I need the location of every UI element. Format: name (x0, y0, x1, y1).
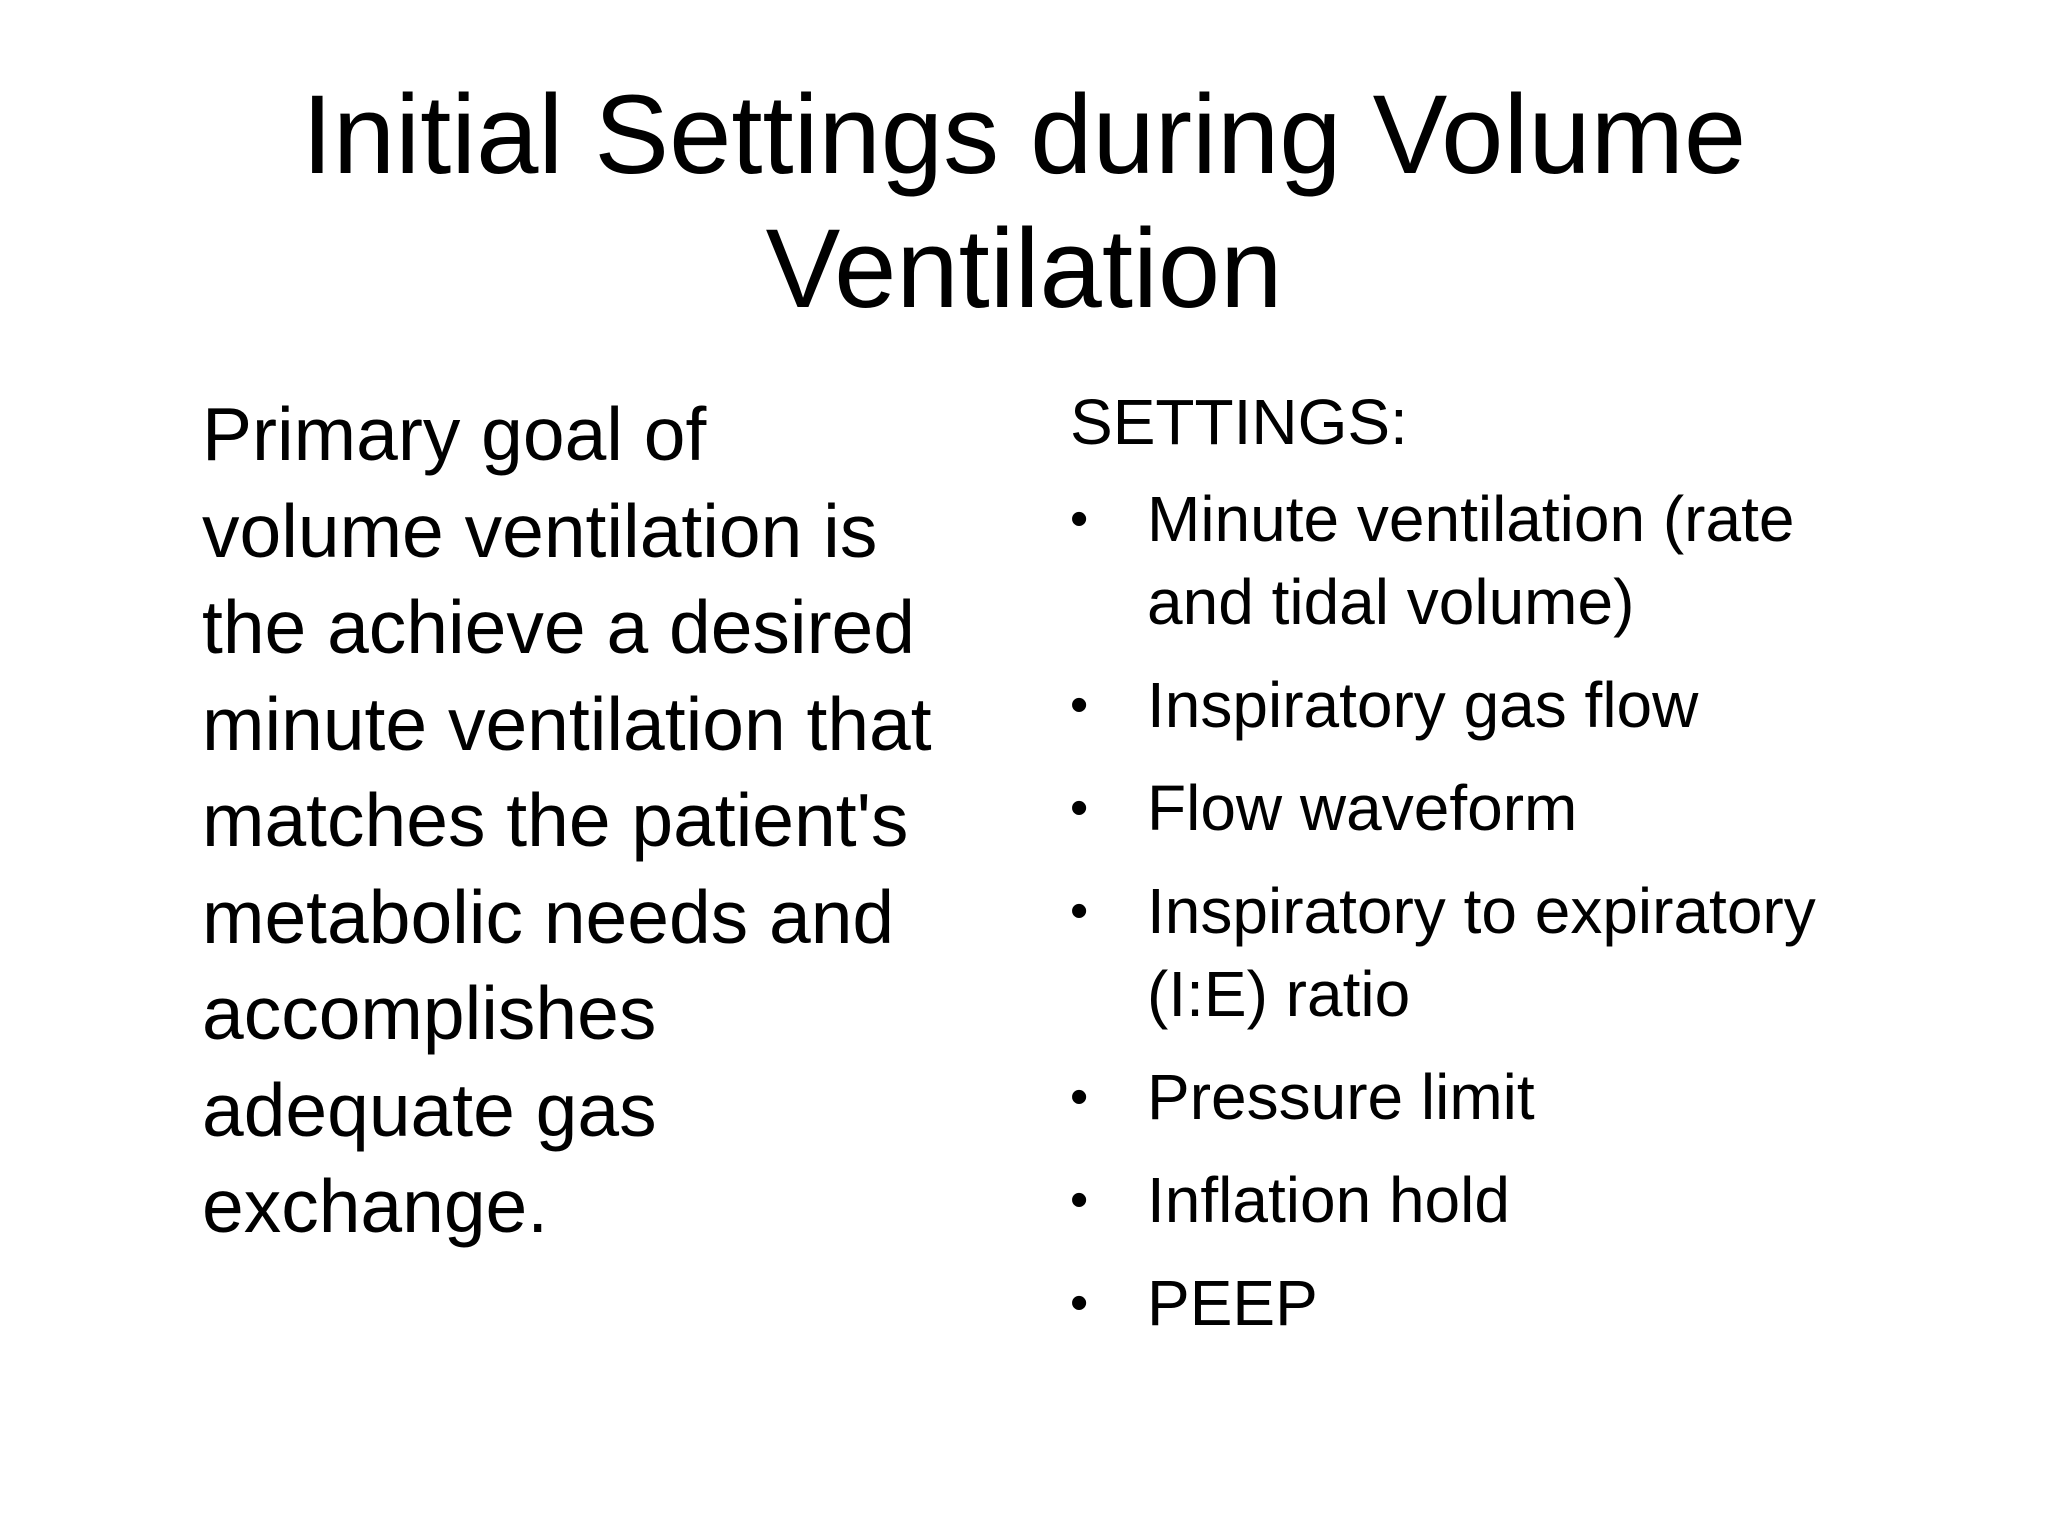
settings-item-line: Inflation hold (1147, 1164, 1510, 1236)
settings-list-item (1070, 1262, 1970, 1345)
goal-paragraph-line: Primary goal of (202, 392, 707, 476)
slide-title (100, 68, 1948, 336)
bullet-icon: • (1070, 779, 1089, 837)
goal-paragraph-line: the achieve a desired (202, 585, 915, 669)
bullet-icon: • (1070, 882, 1089, 940)
settings-list-item (1070, 1159, 1970, 1242)
bullet-icon: • (1070, 676, 1089, 734)
settings-list-item (1070, 870, 1970, 1036)
settings-item-text (1147, 767, 1970, 850)
goal-paragraph-line: accomplishes (202, 971, 657, 1055)
settings-list-item (1070, 478, 1970, 644)
settings-item-text (1147, 478, 1970, 644)
goal-paragraph-line: exchange. (202, 1164, 549, 1248)
goal-paragraph (202, 386, 1022, 1255)
bullet-icon: • (1070, 1171, 1089, 1229)
settings-item-line: Pressure limit (1147, 1061, 1535, 1133)
settings-heading: SETTINGS: (1070, 386, 1408, 458)
goal-paragraph-line: volume ventilation is (202, 488, 878, 573)
slide-title-line: Initial Settings during Volume (301, 72, 1747, 197)
settings-item-text (1147, 1262, 1970, 1345)
goal-paragraph-line: metabolic needs and (202, 874, 895, 959)
slide-title-line: Ventilation (765, 206, 1283, 331)
settings-item-text (1147, 870, 1970, 1036)
settings-item-line: PEEP (1147, 1267, 1318, 1339)
settings-item-line: Flow waveform (1147, 772, 1578, 844)
settings-item-text (1147, 1056, 1970, 1139)
bullet-icon: • (1070, 1274, 1089, 1332)
settings-item-line: Inspiratory to expiratory (1147, 875, 1816, 947)
settings-item-line: Inspiratory gas flow (1147, 669, 1699, 741)
goal-paragraph-line: adequate gas (202, 1067, 657, 1152)
settings-list (1070, 478, 1970, 1345)
settings-item-line: Minute ventilation (rate (1147, 483, 1795, 555)
settings-panel (1070, 384, 1970, 1365)
settings-list-item (1070, 1056, 1970, 1139)
goal-paragraph-line: matches the patient's (202, 778, 909, 862)
settings-item-text (1147, 1159, 1970, 1242)
settings-item-text (1147, 664, 1970, 747)
settings-list-item (1070, 664, 1970, 747)
goal-paragraph-line: minute ventilation that (202, 681, 932, 766)
bullet-icon: • (1070, 490, 1089, 548)
settings-item-line: and tidal volume) (1147, 566, 1635, 638)
settings-item-line: (I:E) ratio (1147, 958, 1411, 1030)
bullet-icon: • (1070, 1068, 1089, 1126)
settings-list-item (1070, 767, 1970, 850)
